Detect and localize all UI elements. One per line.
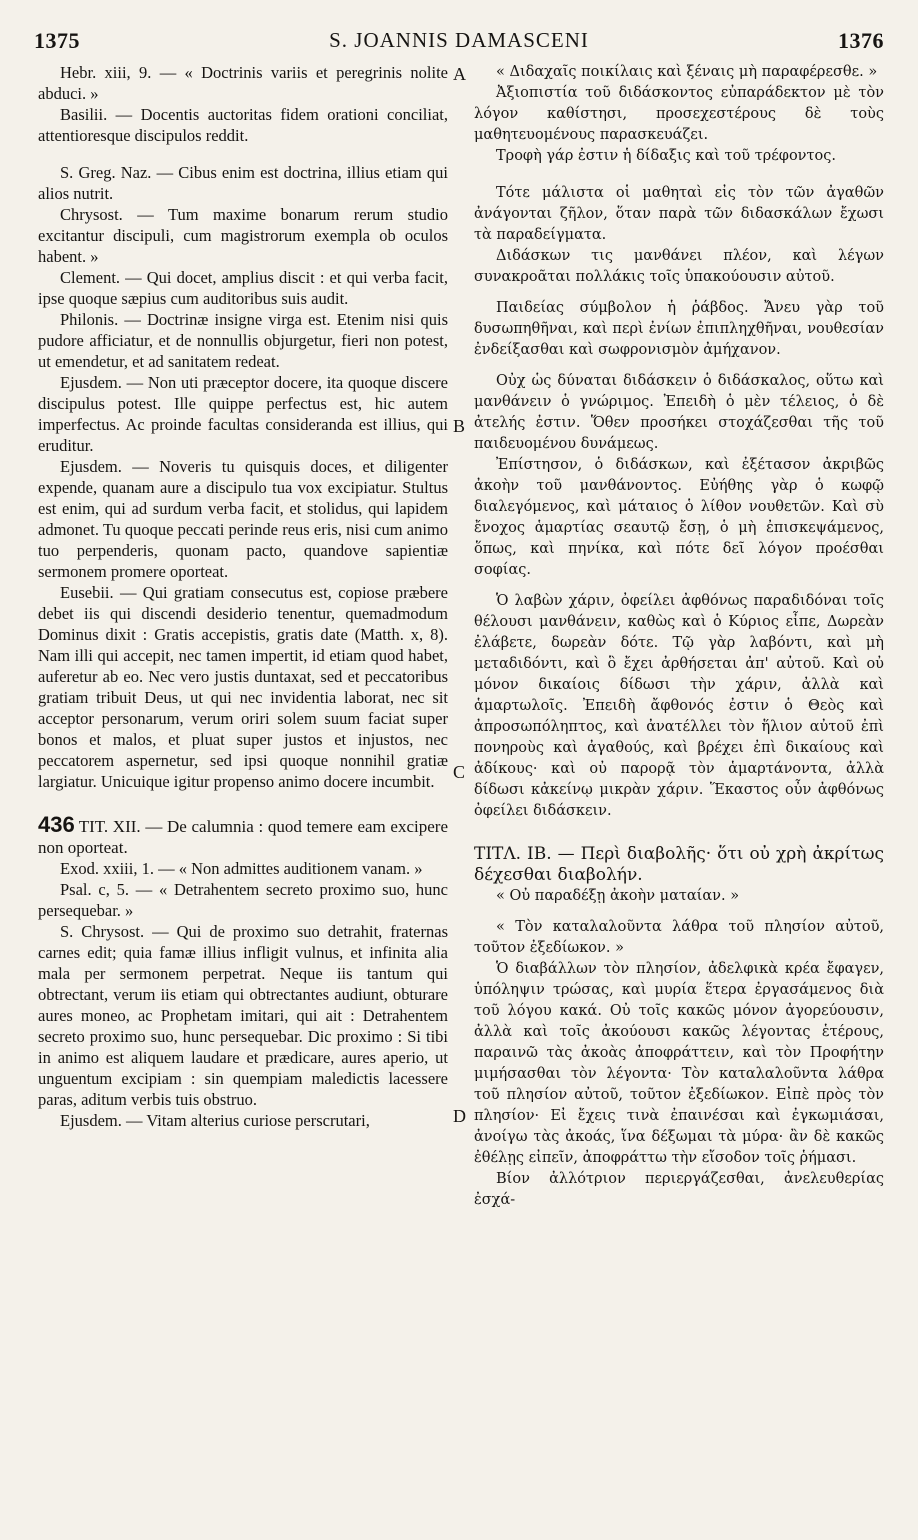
latin-paragraph: S. Chrysost. — Qui de proximo suo detrahit, fraternas carnes edit; quia famæ illius infligit vulnus, et infinita alia mala per sermonem perpetrat. Neque iis tantum qui obtrectant, verum iis etiam qui obtrectantes audiunt, obturare aures moneo, ac Prophetam imitari, qui ait : Detrahentem secreto proximo suo, hunc persequebar. Dic proximo : Si tibi in animo est aliquem laudare et prædicare, aures aperio, ut unguentum excipiam : sin quempiam maledictis lacessere paras, aditum verbis tuis obstruo. xyxy=(38,922,448,1109)
page-number-right: 1376 xyxy=(838,28,884,53)
latin-paragraph: Eusebii. — Qui gratiam consecutus est, copiose præbere debet iis qui discendi desiderio tenentur, quemadmodum Dominus dixit : Gratis accepistis, gratis date (Matth. x, 8). Nam illi qui accepit, nec tamen impertit, id etiam quod habet, auferetur ab eo. Nec vero justis duntaxat, sed et peccatoribus gratiam tribuit Deus, ut qui nec invidentia laborat, nec sit acceptor personarum, verum oriri solem suum faciat super bonos et malos, et pluat super justos et injustos, nec peccatorem aspernetur, sed ipsi quoque nonnihil gratiæ largiatur. Unicuique igitur propenso animo docere incumbit. xyxy=(38,583,448,791)
greek-paragraph: « Διδαχαῖς ποικίλαις καὶ ξέναις μὴ παραφέρεσθε. » xyxy=(496,64,878,80)
running-title: S. JOANNIS DAMASCENI xyxy=(329,28,589,52)
greek-paragraph: Ἀξιοπιστία τοῦ διδάσκοντος εὐπαράδεκτον μὲ τὸν λόγον καθίστησι, προσεχεστέρους δὲ τοὺς μαθητευομένους παρασκευάζει. xyxy=(474,85,884,143)
section-title-text: TIT. XII. — De calumnia : quod temere eam excipere non oporteat. xyxy=(38,817,448,857)
latin-paragraph: Hebr. xiii, 9. — « Doctrinis variis et peregrinis nolite abduci. » xyxy=(38,63,448,103)
running-header xyxy=(34,28,884,54)
greek-paragraph: Παιδείας σύμβολον ἡ ῥάβδος. Ἄνευ γὰρ τοῦ δυσωπηθῆναι, καὶ περὶ ἐνίων ἐπιπληχθῆναι, νουθεσίαν ἐνδείξασθαι καὶ σωφρονισμὸν ἀμήχανον. xyxy=(474,300,884,358)
greek-paragraph: « Τὸν καταλαλοῦντα λάθρα τοῦ πλησίον αὐτοῦ, τοῦτον ἐξεδίωκον. » xyxy=(474,919,884,956)
margin-marker-b: B xyxy=(453,416,466,436)
greek-paragraph: Βίον ἀλλότριον περιεργάζεσθαι, ἀνελευθερίας ἐσχά- xyxy=(474,1171,884,1208)
margin-marker-a: A xyxy=(453,64,466,84)
greek-paragraph: Ὁ διαβάλλων τὸν πλησίον, ἀδελφικὰ κρέα ἔφαγεν, ὑπόληψιν τρώσας, καὶ μυρία ἕτερα ἐργασάμενος διὰ τοῦ λόγου κακά. Οὐ τοῖς κακῶς μόνον ἀγορεύουσιν, ἀλλὰ καὶ τοῖς ἀκούουσι κακῶς λέγοντας ἑτέρους, παραινῶ τὰς ἀκοὰς ἀποφράττειν, καὶ τὸν Προφήτην μιμήσασθαι τὸν λέγοντα· Τὸν καταλαλοῦντα λάθρα τοῦ πλησίον αὐτοῦ, τοῦτον ἐξεδίωκον. Εἰπὲ πρὸς τὸν πλησίον· Εἰ ἔχεις τινὰ ἐπαινέσαι καὶ ἐγκωμιάσαι, ἀνοίγω τὰς ἀκοάς, ἵνα δέξωμαι τὰ μύρα· ἂν δὲ κακῶς ἐθέλῃς εἰπεῖν, ἀποφράττω τὴν εἴσοδον τοῖς ῥήμασι. xyxy=(474,961,884,1166)
greek-paragraph: Οὐχ ὡς δύναται διδάσκειν ὁ διδάσκαλος, οὕτω καὶ μανθάνειν ὁ γνώριμος. Ἐπειδὴ ὁ μὲν τέλειος, ὁ δὲ ἀτελής ἐστιν. Ὅθεν προσήκει στοχάζεσθαι τῆς τοῦ παιδευομένου δυνάμεως. xyxy=(474,373,884,452)
latin-paragraph: Ejusdem. — Noveris tu quisquis doces, et diligenter expende, quanam aure a discipulo tua vox excipiatur. Stultus est enim, qui ad surdum verba facit, et stolidus, qui lapidem admonet. Tu quoque peccati perinde reus eris, nisi cum animo tuo perpenderis, quonam pacto, quandove sapientiæ sermonem promere oporteat. xyxy=(38,457,448,581)
greek-paragraph: Τότε μάλιστα οἱ μαθηταὶ εἰς τὸν τῶν ἀγαθῶν ἀνάγονται ζῆλον, ὅταν παρὰ τῶν διδασκάλων ἔχωσι τὰ παραδείγματα. xyxy=(474,185,884,243)
margin-marker-d: D xyxy=(453,1106,466,1126)
section-title-greek: ΤΙΤΛ. ΙΒ. — Περὶ διαβολῆς· ὅτι οὐ χρὴ ἀκρίτως δέχεσθαι διαβολήν. xyxy=(474,844,884,885)
section-title xyxy=(38,814,448,858)
latin-paragraph: Exod. xxiii, 1. — « Non admittes auditionem vanam. » xyxy=(60,859,423,878)
margin-marker-c: C xyxy=(453,762,466,782)
latin-paragraph: Basilii. — Docentis auctoritas fidem orationi conciliat, attentioresque discipulos reddit. xyxy=(38,105,448,145)
latin-paragraph: Philonis. — Doctrinæ insigne virga est. Etenim nisi quis pudore afficiatur, et de nonnullis objurgetur, fieri non potest, ut emendetur, et ad sanitatem redeat. xyxy=(38,310,448,371)
page-number-left: 1375 xyxy=(34,28,80,53)
latin-paragraph: Ejusdem. — Non uti præceptor docere, ita quoque discere discipulus potest. Ille quippe perfectus est, hic autem imperfectus. Ac proinde facultas consideranda est illius, qui eruditur. xyxy=(38,373,448,455)
greek-column xyxy=(474,62,884,1211)
greek-paragraph: Ὁ λαβὼν χάριν, ὀφείλει ἀφθόνως παραδιδόναι τοῖς θέλουσι μανθάνειν, καθὼς καὶ ὁ Κύριος εἶπε, Δωρεὰν ἐλάβετε, δωρεὰν δότε. Τῷ γὰρ λαβόντι, καὶ μὴ μεταδιδόντι, καὶ ὃ ἔχει ἀρθήσεται ἀπ' αὐτοῦ. Καὶ οὐ μόνον δικαίοις δίδωσι τὴν χάριν, ἀλλὰ καὶ ἁμαρτωλοῖς. Ἐπειδὴ ἄφθονός ἐστιν ὁ Θεὸς καὶ ἀπροσωπόληπτος, καὶ ἀνατέλλει τὸν ἥλιον αὐτοῦ ἐπὶ πονηροὺς καὶ ἀγαθούς, καὶ βρέχει ἐπὶ δικαίους καὶ ἀδίκους· καὶ οὐ παρορᾷ τὸν ἁμαρτάνοντα, ἀλλὰ δίδωσι κἀκείνῳ μικρὰν χάριν. Ἕκαστος οὖν ἀφθόνως ὀφείλει διδάσκειν. xyxy=(474,593,884,819)
latin-column xyxy=(38,62,448,1131)
latin-paragraph: Psal. c, 5. — « Detrahentem secreto proximo suo, hunc persequebar. » xyxy=(38,880,448,920)
greek-paragraph: « Οὐ παραδέξῃ ἀκοὴν ματαίαν. » xyxy=(496,888,740,904)
section-number: 436 xyxy=(38,812,75,837)
latin-paragraph: S. Greg. Naz. — Cibus enim est doctrina, illius etiam qui alios nutrit. xyxy=(38,163,448,203)
greek-paragraph: Διδάσκων τις μανθάνει πλέον, καὶ λέγων συνακροᾶται πολλάκις τοῖς ὑπακούουσιν αὐτοῦ. xyxy=(474,248,884,285)
latin-paragraph: Chrysost. — Tum maxime bonarum rerum studio excitantur discipuli, cum magistrorum exempla ob oculos habent. » xyxy=(38,205,448,266)
latin-paragraph: Clement. — Qui docet, amplius discit : et qui verba facit, ipse quoque sæpius cum auditoribus suis audit. xyxy=(38,268,448,308)
latin-paragraph: Ejusdem. — Vitam alterius curiose perscrutari, xyxy=(60,1111,370,1130)
greek-paragraph: Τροφὴ γάρ ἐστιν ἡ δίδαξις καὶ τοῦ τρέφοντος. xyxy=(496,148,836,164)
greek-paragraph: Ἐπίστησον, ὁ διδάσκων, καὶ ἐξέτασον ἀκριβῶς ἀκοὴν τοῦ μανθάνοντος. Εὐήθης γὰρ ὁ κωφῷ διαλεγόμενος, καὶ μάταιος ὁ λίθον νουθετῶν. Καὶ σὺ ἔνοχος ἁμαρτίας σεαυτῷ ἔσῃ, ὁ μὴ ἐπισκεψάμενος, ὅπως, καὶ πηνίκα, καὶ πότε δεῖ λόγον προέσθαι σοφίας. xyxy=(474,457,884,578)
